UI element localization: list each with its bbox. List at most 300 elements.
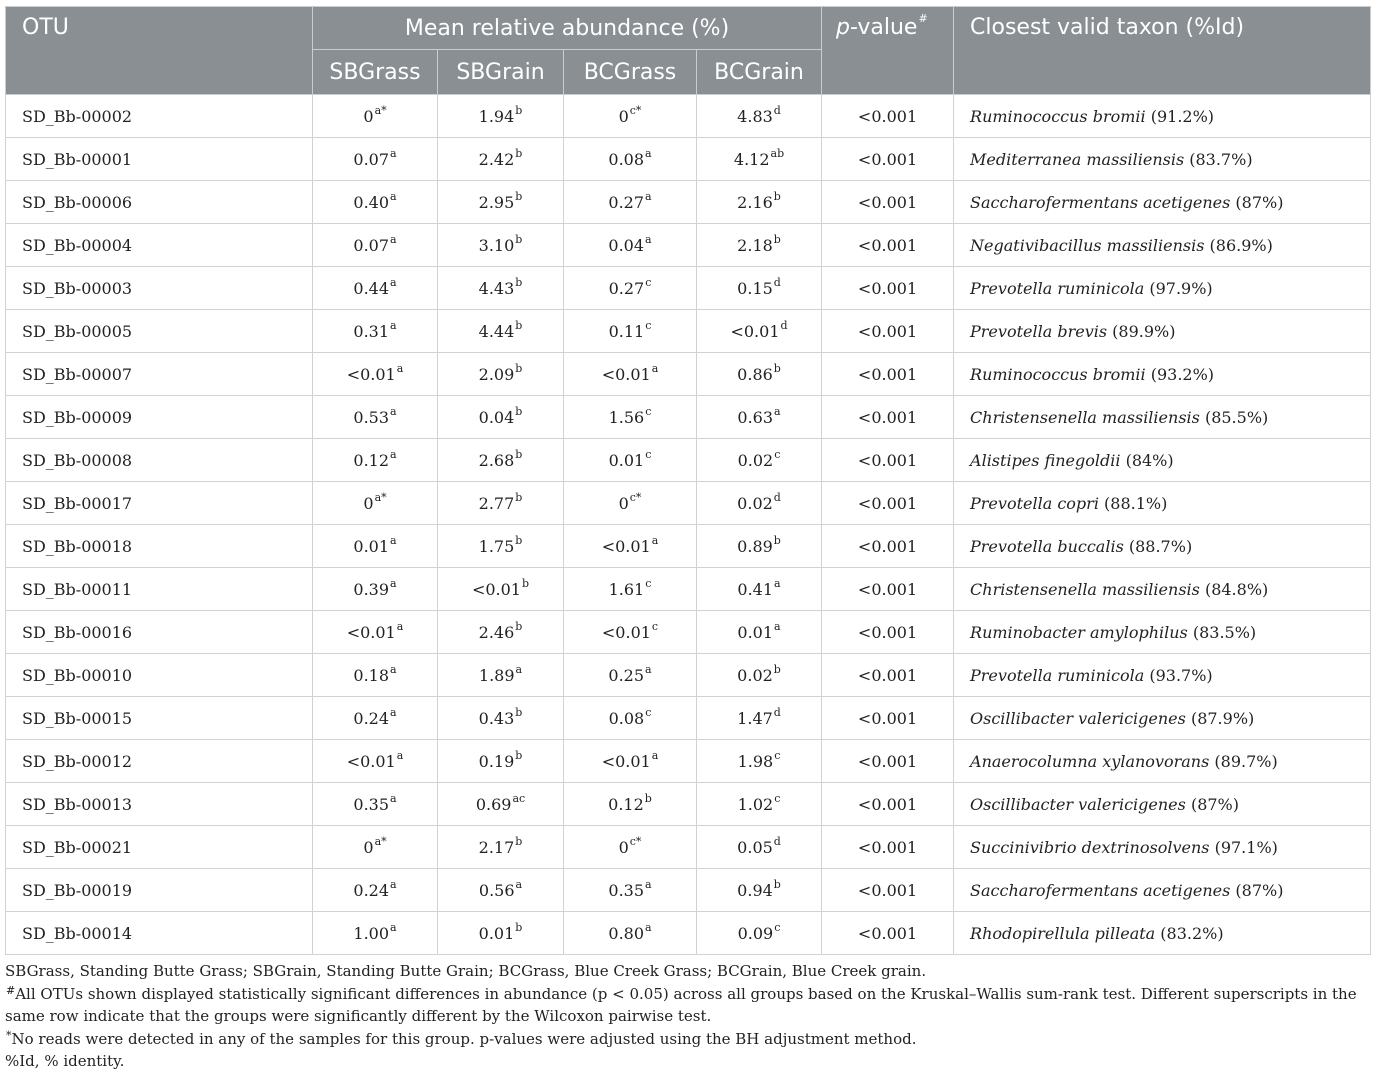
header-pvalue-rest: -value <box>849 15 918 40</box>
significance-superscript: c <box>774 748 781 762</box>
abundance-value: <0.01 <box>471 579 521 599</box>
cell-abundance <box>438 826 564 869</box>
abundance-value: 0.80 <box>608 923 645 943</box>
cell-pvalue: <0.001 <box>822 138 954 181</box>
cell-abundance <box>313 310 438 353</box>
significance-superscript: a <box>396 619 404 633</box>
cell-taxon <box>954 353 1371 396</box>
abundance-value: 0.05 <box>737 837 773 857</box>
cell-abundance <box>313 740 438 783</box>
cell-taxon <box>954 568 1371 611</box>
abundance-value: 0.08 <box>608 149 645 169</box>
significance-superscript: a <box>645 232 652 246</box>
abundance-value: 0 <box>363 106 374 126</box>
cell-taxon <box>954 138 1371 181</box>
cell-pvalue: <0.001 <box>822 482 954 525</box>
abundance-value: <0.01 <box>601 536 651 556</box>
abundance-value: <0.01 <box>346 364 396 384</box>
significance-superscript: b <box>515 275 523 289</box>
table-row <box>6 525 1371 568</box>
significance-superscript: b <box>515 705 523 719</box>
header-pvalue <box>822 7 954 95</box>
cell-abundance <box>313 697 438 740</box>
significance-superscript: b <box>773 662 781 676</box>
abundance-value: 0.08 <box>608 708 645 728</box>
cell-otu: SD_Bb-00003 <box>6 267 313 310</box>
abundance-value: 0.25 <box>608 665 645 685</box>
significance-superscript: d <box>773 834 781 848</box>
significance-superscript: a <box>651 361 659 375</box>
cell-abundance <box>564 525 697 568</box>
table-row <box>6 568 1371 611</box>
cell-otu: SD_Bb-00010 <box>6 654 313 697</box>
cell-abundance <box>313 525 438 568</box>
table-row <box>6 611 1371 654</box>
taxon-identity: (83.2%) <box>1155 923 1224 943</box>
header-pvalue-p: p <box>836 15 850 40</box>
cell-abundance <box>697 912 822 955</box>
significance-superscript: d <box>773 705 781 719</box>
cell-abundance <box>438 654 564 697</box>
abundance-value: 4.83 <box>737 106 773 126</box>
table-row <box>6 267 1371 310</box>
significance-superscript: a <box>390 920 397 934</box>
abundance-value: 0.35 <box>608 880 645 900</box>
abundance-value: 2.09 <box>478 364 515 384</box>
cell-abundance <box>564 740 697 783</box>
cell-pvalue: <0.001 <box>822 740 954 783</box>
cell-abundance <box>438 95 564 138</box>
abundance-value: 0.43 <box>478 708 515 728</box>
significance-superscript: b <box>515 447 523 461</box>
cell-pvalue: <0.001 <box>822 783 954 826</box>
taxon-identity: (97.1%) <box>1209 837 1278 857</box>
abundance-value: 2.18 <box>737 235 773 255</box>
cell-abundance <box>438 310 564 353</box>
abundance-value: 0.53 <box>353 407 390 427</box>
cell-otu: SD_Bb-00007 <box>6 353 313 396</box>
taxon-name: Christensenella massiliensis <box>970 579 1200 599</box>
significance-superscript: b <box>515 318 523 332</box>
abundance-value: 1.75 <box>478 536 515 556</box>
significance-superscript: a <box>651 533 659 547</box>
abundance-value: 0 <box>618 493 629 513</box>
taxon-identity: (89.7%) <box>1209 751 1278 771</box>
significance-superscript: b <box>515 748 523 762</box>
cell-taxon <box>954 697 1371 740</box>
table-row <box>6 353 1371 396</box>
header-group: SBGrain <box>438 50 564 95</box>
significance-superscript: b <box>515 103 523 117</box>
cell-abundance <box>438 869 564 912</box>
taxon-name: Ruminococcus bromii <box>970 106 1146 126</box>
significance-superscript: d <box>780 318 788 332</box>
cell-abundance <box>697 310 822 353</box>
cell-abundance <box>564 654 697 697</box>
cell-abundance <box>697 654 822 697</box>
significance-superscript: a* <box>374 834 387 848</box>
cell-abundance <box>313 912 438 955</box>
abundance-value: 0 <box>363 493 374 513</box>
abundance-value: 1.89 <box>478 665 515 685</box>
cell-otu: SD_Bb-00008 <box>6 439 313 482</box>
significance-superscript: b <box>773 877 781 891</box>
significance-superscript: a <box>774 619 781 633</box>
abundance-value: 0.19 <box>478 751 515 771</box>
cell-pvalue: <0.001 <box>822 353 954 396</box>
taxon-identity: (87%) <box>1230 880 1284 900</box>
table-row <box>6 869 1371 912</box>
cell-abundance <box>564 224 697 267</box>
cell-pvalue: <0.001 <box>822 310 954 353</box>
taxon-name: Ruminobacter amylophilus <box>970 622 1188 642</box>
cell-taxon <box>954 826 1371 869</box>
taxon-name: Rhodopirellula pilleata <box>970 923 1156 943</box>
cell-abundance <box>313 439 438 482</box>
significance-superscript: b <box>515 232 523 246</box>
significance-superscript: c* <box>629 103 642 117</box>
header-mean-abundance: Mean relative abundance (%) <box>313 7 822 50</box>
abundance-value: 0.63 <box>737 407 774 427</box>
abundance-value: <0.01 <box>346 751 396 771</box>
significance-superscript: d <box>773 490 781 504</box>
table-row <box>6 439 1371 482</box>
cell-abundance <box>697 869 822 912</box>
taxon-name: Saccharofermentans acetigenes <box>970 880 1231 900</box>
abundance-value: 1.47 <box>737 708 773 728</box>
cell-otu: SD_Bb-00009 <box>6 396 313 439</box>
cell-taxon <box>954 740 1371 783</box>
abundance-value: 0.27 <box>608 278 645 298</box>
significance-superscript: c <box>645 275 652 289</box>
footnote-star-mark: * <box>6 1028 12 1042</box>
header-group: BCGrain <box>697 50 822 95</box>
taxon-identity: (93.2%) <box>1145 364 1215 384</box>
cell-abundance <box>564 310 697 353</box>
abundance-value: 0.12 <box>353 450 390 470</box>
significance-superscript: b <box>515 189 523 203</box>
cell-taxon <box>954 482 1371 525</box>
cell-taxon <box>954 869 1371 912</box>
cell-pvalue: <0.001 <box>822 267 954 310</box>
abundance-value: <0.01 <box>346 622 396 642</box>
taxon-name: Alistipes finegoldii <box>970 450 1121 470</box>
abundance-value: 0.94 <box>737 880 773 900</box>
significance-superscript: b <box>521 576 530 590</box>
table-row <box>6 181 1371 224</box>
abundance-value: 4.43 <box>478 278 515 298</box>
cell-abundance <box>438 912 564 955</box>
footnote-hash <box>5 983 1370 1028</box>
table-body <box>6 95 1371 955</box>
significance-superscript: b <box>515 619 523 633</box>
taxon-identity: (87.9%) <box>1185 708 1255 728</box>
cell-abundance <box>697 95 822 138</box>
header-group: SBGrass <box>313 50 438 95</box>
abundance-value: 0.18 <box>353 665 390 685</box>
table-row <box>6 396 1371 439</box>
significance-superscript: a <box>515 662 523 676</box>
abundance-value: 0 <box>363 837 374 857</box>
taxon-identity: (88.1%) <box>1098 493 1168 513</box>
cell-pvalue: <0.001 <box>822 95 954 138</box>
cell-abundance <box>564 568 697 611</box>
abundance-value: 0.41 <box>737 579 774 599</box>
abundance-value: 0.01 <box>353 536 390 556</box>
abundance-value: 0.07 <box>353 235 390 255</box>
cell-otu: SD_Bb-00017 <box>6 482 313 525</box>
significance-superscript: a <box>390 232 397 246</box>
abundance-value: 1.56 <box>608 407 645 427</box>
significance-superscript: ab <box>770 146 785 160</box>
abundance-value: 0.04 <box>608 235 645 255</box>
significance-superscript: a <box>390 275 397 289</box>
significance-superscript: a <box>396 361 404 375</box>
cell-abundance <box>438 611 564 654</box>
cell-otu: SD_Bb-00013 <box>6 783 313 826</box>
significance-superscript: b <box>644 791 652 805</box>
table-row <box>6 654 1371 697</box>
cell-pvalue: <0.001 <box>822 568 954 611</box>
cell-pvalue: <0.001 <box>822 181 954 224</box>
cell-otu: SD_Bb-00004 <box>6 224 313 267</box>
significance-superscript: a <box>390 189 397 203</box>
cell-abundance <box>697 396 822 439</box>
significance-superscript: a <box>390 318 397 332</box>
cell-taxon <box>954 396 1371 439</box>
cell-abundance <box>438 396 564 439</box>
cell-otu: SD_Bb-00005 <box>6 310 313 353</box>
footnote-star <box>5 1028 1370 1051</box>
abundance-value: 0.56 <box>478 880 515 900</box>
abundance-value: 1.02 <box>737 794 774 814</box>
significance-superscript: a <box>390 533 397 547</box>
cell-pvalue: <0.001 <box>822 912 954 955</box>
taxon-name: Oscillibacter valericigenes <box>970 794 1186 814</box>
abundance-value: 0.86 <box>737 364 773 384</box>
abundance-value: 0.39 <box>353 579 390 599</box>
significance-superscript: a <box>396 748 404 762</box>
cell-taxon <box>954 224 1371 267</box>
taxon-name: Prevotella ruminicola <box>970 278 1145 298</box>
header-otu: OTU <box>6 7 313 95</box>
taxon-name: Prevotella buccalis <box>970 536 1124 556</box>
significance-superscript: b <box>515 361 523 375</box>
significance-superscript: a <box>390 662 397 676</box>
cell-abundance <box>564 353 697 396</box>
significance-superscript: c <box>645 318 652 332</box>
cell-abundance <box>313 138 438 181</box>
taxon-identity: (93.7%) <box>1144 665 1213 685</box>
abundance-value: 4.12 <box>733 149 770 169</box>
cell-abundance <box>438 482 564 525</box>
cell-abundance <box>564 482 697 525</box>
cell-pvalue: <0.001 <box>822 697 954 740</box>
cell-otu: SD_Bb-00001 <box>6 138 313 181</box>
significance-superscript: a* <box>374 103 387 117</box>
cell-otu: SD_Bb-00002 <box>6 95 313 138</box>
significance-superscript: c <box>774 791 781 805</box>
abundance-value: 0.02 <box>737 493 773 513</box>
table-row <box>6 740 1371 783</box>
abundance-value: 0.09 <box>737 923 774 943</box>
abundance-value: 0.24 <box>353 880 390 900</box>
abundance-value: 0.89 <box>737 536 773 556</box>
cell-pvalue: <0.001 <box>822 224 954 267</box>
cell-taxon <box>954 439 1371 482</box>
cell-otu: SD_Bb-00015 <box>6 697 313 740</box>
cell-taxon <box>954 267 1371 310</box>
cell-abundance <box>564 138 697 181</box>
cell-pvalue: <0.001 <box>822 439 954 482</box>
cell-abundance <box>564 912 697 955</box>
cell-abundance <box>313 95 438 138</box>
abundance-value: 0.40 <box>353 192 390 212</box>
significance-superscript: c* <box>629 834 642 848</box>
cell-abundance <box>438 439 564 482</box>
abundance-value: 1.61 <box>608 579 645 599</box>
table-row <box>6 224 1371 267</box>
abundance-value: <0.01 <box>730 321 780 341</box>
cell-abundance <box>564 826 697 869</box>
significance-superscript: a <box>390 791 397 805</box>
significance-superscript: c <box>645 447 652 461</box>
cell-abundance <box>697 783 822 826</box>
significance-superscript: a <box>390 877 397 891</box>
cell-pvalue: <0.001 <box>822 396 954 439</box>
taxon-identity: (83.7%) <box>1184 149 1253 169</box>
cell-abundance <box>438 224 564 267</box>
significance-superscript: ac <box>512 791 526 805</box>
cell-taxon <box>954 611 1371 654</box>
otu-abundance-table <box>5 6 1371 955</box>
table-row <box>6 783 1371 826</box>
abundance-value: 0.01 <box>608 450 645 470</box>
significance-superscript: a* <box>374 490 387 504</box>
taxon-identity: (87%) <box>1230 192 1284 212</box>
significance-superscript: a <box>515 877 523 891</box>
taxon-name: Oscillibacter valericigenes <box>970 708 1186 728</box>
cell-pvalue: <0.001 <box>822 869 954 912</box>
abundance-value: 0.27 <box>608 192 645 212</box>
abundance-value: 2.42 <box>478 149 515 169</box>
abundance-value: 2.17 <box>478 837 515 857</box>
header-group: BCGrass <box>564 50 697 95</box>
cell-otu: SD_Bb-00011 <box>6 568 313 611</box>
abundance-value: 1.00 <box>353 923 390 943</box>
abundance-value: 0 <box>618 837 629 857</box>
cell-abundance <box>697 267 822 310</box>
significance-superscript: b <box>515 920 523 934</box>
taxon-name: Anaerocolumna xylanovorans <box>970 751 1210 771</box>
abundance-value: 0.01 <box>737 622 774 642</box>
cell-abundance <box>564 439 697 482</box>
cell-abundance <box>313 482 438 525</box>
cell-abundance <box>313 224 438 267</box>
significance-superscript: b <box>515 490 523 504</box>
abundance-value: 2.46 <box>478 622 515 642</box>
taxon-name: Prevotella brevis <box>970 321 1108 341</box>
significance-superscript: b <box>773 361 781 375</box>
cell-abundance <box>564 267 697 310</box>
taxon-name: Christensenella massiliensis <box>970 407 1200 427</box>
significance-superscript: c <box>645 705 652 719</box>
cell-taxon <box>954 912 1371 955</box>
significance-superscript: a <box>390 404 397 418</box>
cell-taxon <box>954 181 1371 224</box>
cell-abundance <box>313 353 438 396</box>
cell-abundance <box>313 826 438 869</box>
cell-abundance <box>313 654 438 697</box>
abundance-value: 0.11 <box>608 321 645 341</box>
cell-taxon <box>954 310 1371 353</box>
cell-abundance <box>564 95 697 138</box>
cell-abundance <box>313 611 438 654</box>
cell-otu: SD_Bb-00014 <box>6 912 313 955</box>
cell-abundance <box>313 783 438 826</box>
taxon-identity: (89.9%) <box>1107 321 1176 341</box>
cell-otu: SD_Bb-00006 <box>6 181 313 224</box>
footnote-star-text: No reads were detected in any of the samples for this group. p-values were adjusted using the BH adjustment method. <box>11 1029 917 1048</box>
footnote-hash-mark: # <box>6 983 16 997</box>
cell-abundance <box>438 525 564 568</box>
abundance-value: 1.94 <box>478 106 515 126</box>
taxon-name: Succinivibrio dextrinosolvens <box>970 837 1210 857</box>
cell-abundance <box>697 611 822 654</box>
cell-abundance <box>697 568 822 611</box>
footnotes <box>5 960 1370 1073</box>
cell-abundance <box>564 396 697 439</box>
significance-superscript: c <box>645 404 652 418</box>
significance-superscript: b <box>773 189 781 203</box>
cell-pvalue: <0.001 <box>822 525 954 568</box>
abundance-value: 0.04 <box>478 407 515 427</box>
cell-abundance <box>313 181 438 224</box>
cell-abundance <box>697 138 822 181</box>
abundance-value: 2.77 <box>478 493 515 513</box>
taxon-identity: (84.8%) <box>1199 579 1269 599</box>
significance-superscript: a <box>645 920 652 934</box>
significance-superscript: a <box>645 662 652 676</box>
cell-abundance <box>438 740 564 783</box>
cell-abundance <box>564 181 697 224</box>
cell-pvalue: <0.001 <box>822 826 954 869</box>
cell-otu: SD_Bb-00021 <box>6 826 313 869</box>
abundance-value: 0.69 <box>475 794 512 814</box>
table-row <box>6 482 1371 525</box>
table-row <box>6 826 1371 869</box>
cell-abundance <box>313 267 438 310</box>
cell-abundance <box>697 181 822 224</box>
abundance-value: 0 <box>618 106 629 126</box>
table-header <box>6 7 1371 95</box>
significance-superscript: a <box>390 576 397 590</box>
significance-superscript: b <box>515 834 523 848</box>
abundance-value: 0.07 <box>353 149 390 169</box>
footnote-abbreviations: SBGrass, Standing Butte Grass; SBGrain, Standing Butte Grain; BCGrass, Blue Creek Grass; BCGrain, Blue Creek grain. <box>5 962 927 980</box>
significance-superscript: b <box>515 404 523 418</box>
cell-abundance <box>438 267 564 310</box>
significance-superscript: c <box>774 920 781 934</box>
cell-abundance <box>564 783 697 826</box>
cell-taxon <box>954 525 1371 568</box>
table-row <box>6 138 1371 181</box>
significance-superscript: d <box>773 275 781 289</box>
cell-abundance <box>313 869 438 912</box>
taxon-name: Mediterranea massiliensis <box>970 149 1185 169</box>
taxon-identity: (84%) <box>1120 450 1174 470</box>
cell-pvalue: <0.001 <box>822 611 954 654</box>
